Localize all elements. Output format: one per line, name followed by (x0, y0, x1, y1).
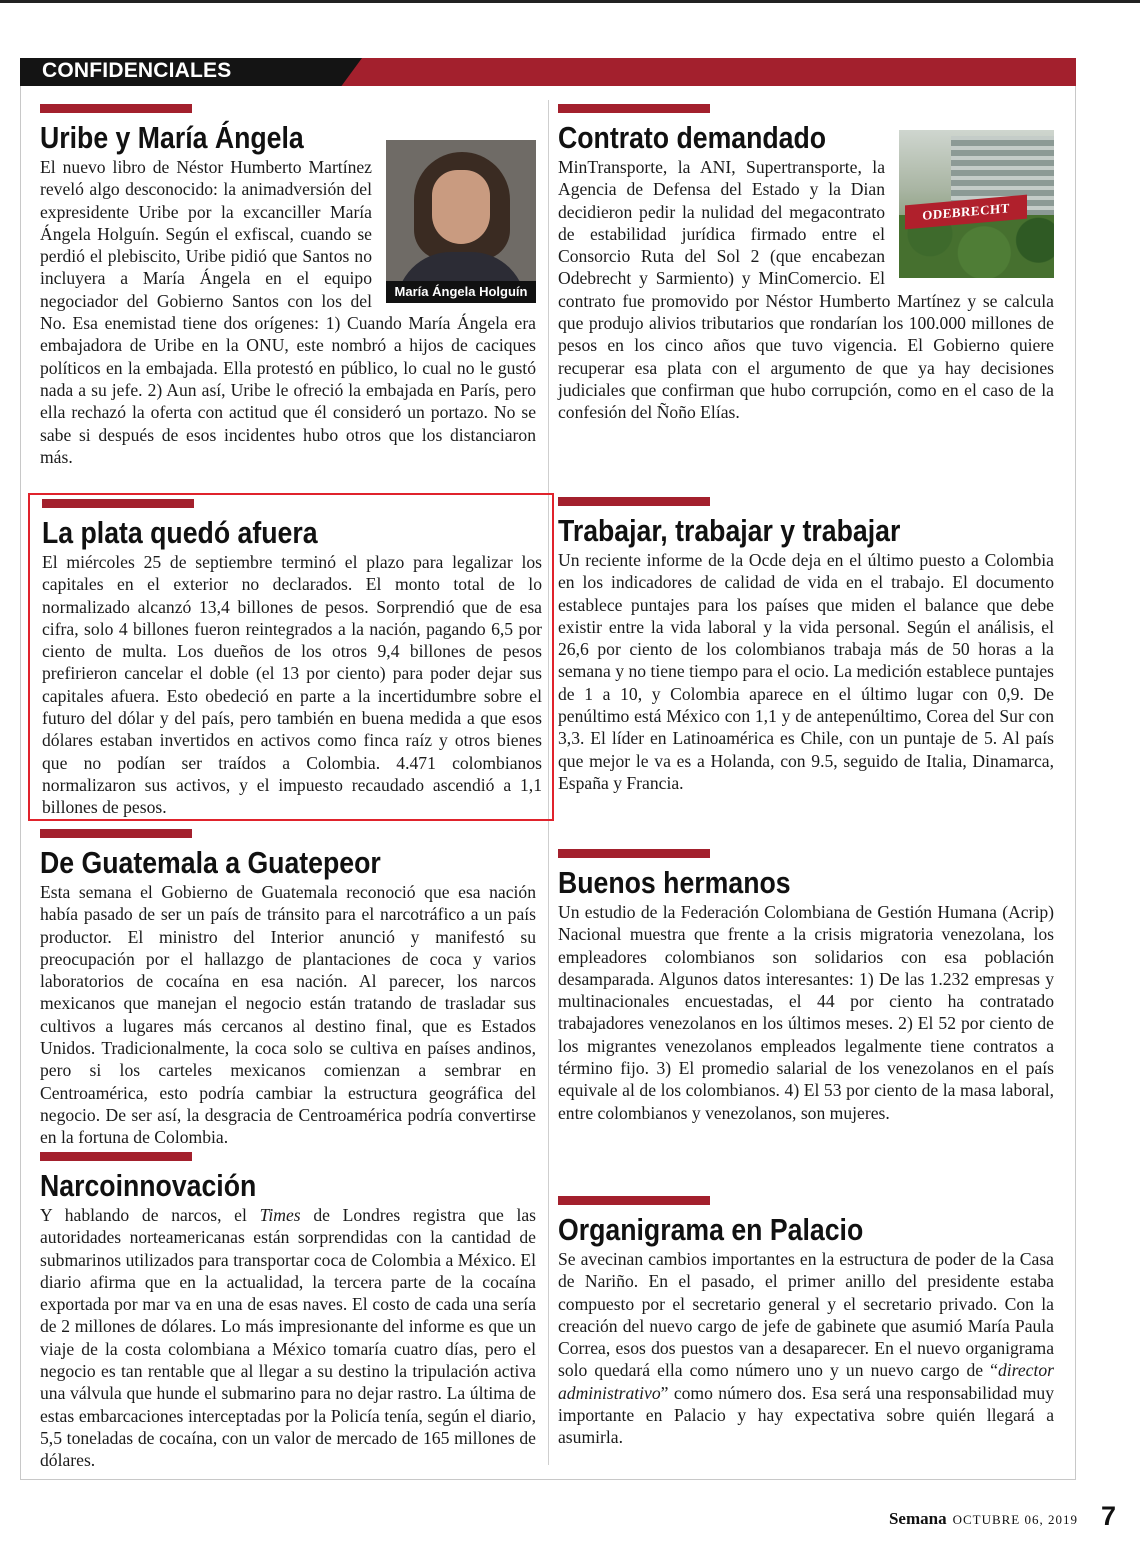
article-headline: Contrato demandado (558, 120, 827, 155)
article-tag (558, 1196, 710, 1205)
odebrecht-sign: ODEBRECHT (905, 195, 1027, 230)
article-body: MinTransporte, la ANI, Supertransporte, la Agencia de Defensa del Estado y la Dian decidieron pedir la nulidad del megacontrato de estabilidad jurídica firmado entre el Consorcio Ruta del Sol 2 (que encabezan Odebrecht y Sarmiento) y MinComercio. El contrato fue promovido por Néstor Humberto Martínez y se calcula que produjo alivios tributarios que rondarían los 100.000 millones de pesos en los cinco años que tuvo vigencia. El Gobierno quiere recuperar esa plata con el argumento de que ya hay decisiones judiciales que confirman que hubo corrupción, como en el caso de la confesión del Ñoño Elías. (558, 157, 1054, 423)
page-footer (888, 1501, 1116, 1531)
article-headline: Trabajar, trabajar y trabajar (558, 513, 901, 548)
article-body: Esta semana el Gobierno de Guatemala reconoció que esa nación había pasado de ser un país de tránsito para el narcotráfico a un país productor. El ministro del Interior anunció y manifestó su preocupación por el hallazgo de plantaciones de coca y varios laboratorios de cocaína en esa nación. Al parecer, los narcos mexicanos que manejan el negocio están tratando de trasladar sus cultivos a lugares más cercanos al destino final, que es Estados Unidos. Tradicionalmente, la coca solo se cultiva en países andinos, pero si los carteles mexicanos comienzan a sembrar en Centroamérica, esto podría cambiar la estructura geográfica del negocio. De ser así, la desgracia de Centroamérica podría convertirse en la fortuna de Colombia. (40, 882, 536, 1148)
article-plata (28, 493, 554, 821)
article-headline: De Guatemala a Guatepeor (40, 845, 381, 880)
times-newspaper-name: Times (259, 1205, 301, 1225)
article-organigrama (558, 1196, 1054, 1449)
article-headline: Buenos hermanos (558, 865, 791, 900)
holguin-photo (386, 140, 536, 303)
article-hermanos (558, 849, 1054, 1124)
article-headline: Narcoinnovación (40, 1168, 257, 1203)
article-body: Un reciente informe de la Ocde deja en el último puesto a Colombia en los indicadores de calidad de vida en el trabajo. El documento establece puntajes para los países que miden el balance que debe existir entre la vida laboral y la vida personal. Según el análisis, el 26,6 por ciento de los colombianos trabaja más de 50 horas a la semana y no tiene tiempo para el ocio. La medición establece puntajes de 1 a 10, y Colombia aparece en el último lugar con 0,9. De penúltimo está México con 1,1 y de antepenúltimo, Corea del Sur con 3,3. El líder en Latinoamérica es Chile, con un puntaje de 5. Al país que mejor le va es a Holanda, con 9.5, seguido de Italia, Dinamarca, España y Francia. (558, 550, 1054, 793)
section-title: CONFIDENCIALES (42, 59, 232, 82)
article-tag (558, 497, 710, 506)
magazine-name: Semana (888, 1509, 947, 1528)
photo-caption: María Ángela Holguín (386, 281, 536, 303)
page-number: 7 (1100, 1501, 1116, 1531)
issue-date: OCTUBRE 06, 2019 (952, 1512, 1078, 1527)
article-body: El miércoles 25 de septiembre terminó el plazo para legalizar los capitales en el exterior no declarados. El monto total de lo normalizado alcanzó 13,4 billones de pesos. Sorprendió que de esa cifra, solo 4 billones fueron reintegrados a la nación, pagando 6,5 por ciento de multa. Los dueños de los otros 9,4 billones de pesos prefirieron cancelar el doble (el 13 por ciento) para poder dejar sus capitales afuera. Esto obedeció en parte a la incertidumbre sobre el futuro del dólar y del país, pero también en buena medida a que esos dólares estaban invertidos en activos como finca raíz y otros bienes que no podían ser traídos a Colombia. 4.471 colombianos normalizaron sus activos, y el impuesto recaudado ascendió a 1,1 billones de pesos. (42, 552, 542, 818)
article-uribe (40, 104, 536, 468)
article-tag (558, 849, 710, 858)
article-headline: La plata quedó afuera (42, 515, 318, 550)
quoted-title: director administrativo (558, 1360, 1054, 1403)
article-body: Y hablando de narcos, el Times de Londres registra que las autoridades norteamericanas están sorprendidas con la cantidad de submarinos utilizados para transportar coca de Colombia a México. El diario afirma que en la actualidad, la tercera parte de la cocaína exportada por mar va en una de esas naves. El costo de cada una sería de 2 millones de dólares. Lo más impresionante del informe es que un viaje de la costa colombiana a México tomaría cuatro días, pero el negocio es tan rentable que al llegar a su destino la tripulación activa una válvula que hunde el submarino para no dejar rastro. La última de estas embarcaciones interceptadas por la Policía tenía, según el diario, 5,5 toneladas de cocaína, con un valor de mercado de 165 millones de dólares. (40, 1205, 536, 1471)
article-body: Un estudio de la Federación Colombiana de Gestión Humana (Acrip) Nacional muestra que frente a la crisis migratoria venezolana, los empleadores colombianos son solidarios con esa población desamparada. Algunos datos interesantes: 1) De las 1.232 empresas y multinacionales encuestadas, el 44 por ciento ha contratado trabajadores venezolanos en los últimos meses. 2) El 52 por ciento de los migrantes venezolanos empleados legalmente tiene contratos a término fijo. 3) El promedio salarial de los venezolanos en el país equivale al de los colombianos. 4) El 53 por ciento de la masa laboral, entre colombianos y venezolanos, son mujeres. (558, 902, 1054, 1123)
article-body: Se avecinan cambios importantes en la estructura de poder de la Casa de Nariño. En el pasado, el primer anillo del presidente estaba compuesto por el secretario general y el secretario privado. Con la creación del nuevo cargo de jefe de gabinete que asumió María Paula Correa, esos dos puestos van a desaparecer. En el nuevo organigrama solo quedará ella como número uno y un nuevo cargo de “director administrativo” como número dos. Esa será una responsabilidad muy importante en Palacio y hay expectativa sobre quién llegará a asumirla. (558, 1249, 1054, 1448)
top-rule (0, 0, 1140, 3)
article-tag (558, 104, 710, 113)
article-tag (40, 104, 192, 113)
article-body: El nuevo libro de Néstor Humberto Martínez reveló algo desconocido: la animadversión del expresidente Uribe por la excanciller María Ángela Holguín. Según el exfiscal, cuando se perdió el plebiscito, Uribe pidió que Santos no incluyera a María Ángela en el equipo negociador del Gobierno Santos con los del No. Esa enemistad tiene dos orígenes: 1) Cuando María Ángela era embajadora de Uribe en la ONU, este nombró a hijos de caciques políticos en la embajada. Ella protestó en público, lo cual no le gustó nada a su jefe. 2) Aun así, Uribe le ofreció la embajada en París, pero ella rechazó la oferta con actitud que él consideró un portazo. No se sabe si después de esos incidentes hubo otros que los distanciaron más. (40, 157, 536, 467)
article-narcoinnovacion (40, 1152, 536, 1472)
article-tag (40, 829, 192, 838)
article-headline: Organigrama en Palacio (558, 1212, 864, 1247)
article-tag (42, 499, 194, 508)
article-contrato (558, 104, 1054, 424)
article-tag (40, 1152, 192, 1161)
section-header (20, 58, 1076, 86)
article-guatemala (40, 829, 536, 1149)
article-headline: Uribe y María Ángela (40, 120, 304, 155)
article-trabajar (558, 497, 1054, 794)
